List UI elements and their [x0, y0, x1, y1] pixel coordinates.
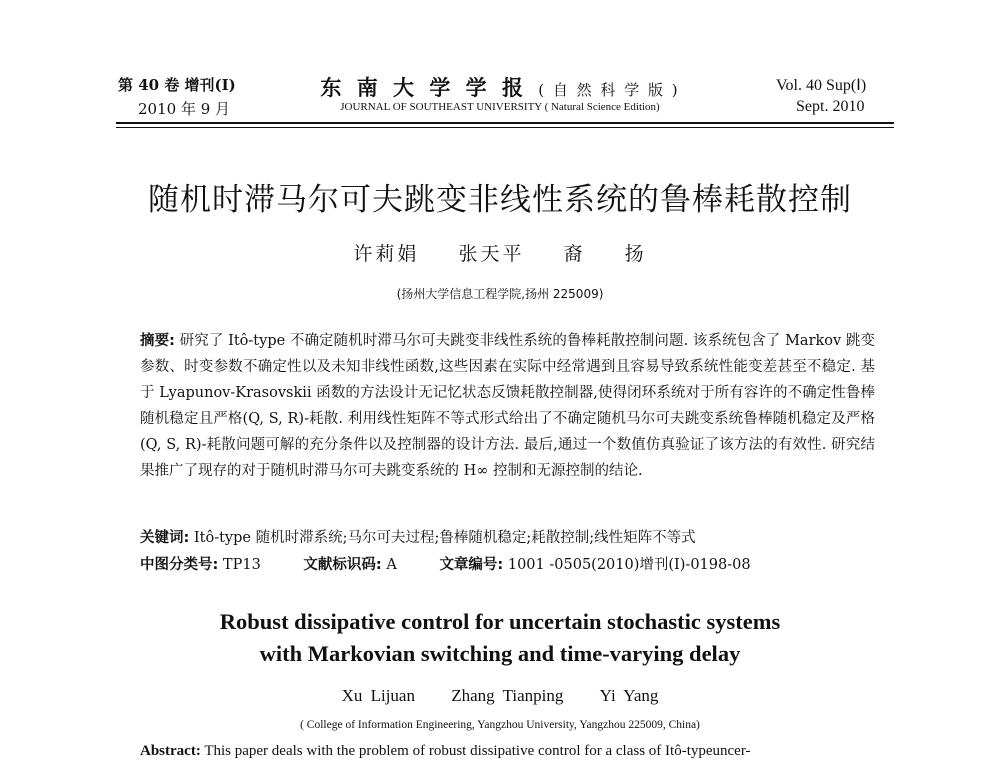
affiliation-en: ( College of Information Engineering, Yangzhou University, Yangzhou 225009, China) — [300, 719, 700, 731]
author-cn: 许莉娟 — [353, 243, 420, 265]
journal-title-cn: 东 南 大 学 学 报 — [320, 75, 527, 100]
header-rule-thin — [116, 127, 894, 128]
abstract-text-cn: 研究了 Itô-type 不确定随机时滞马尔可夫跳变非线性系统的鲁棒耗散控制问题. 该系统包含了 Markov 跳变参数、时变参数不确定性以及未知非线性函数,这些因素在实际中经常遇到且容易导致系统性能变差甚至不稳定. 基于 Lyapunov-Krasovskii 函数的方法设计无记忆状态反馈耗散控制器,使得闭环系统对于所有容许的不确定性鲁棒随机稳定且严格(Q, S, R)-耗散. 利用线性矩阵不等式形式给出了不确定随机马尔可夫跳变系统鲁棒随机稳定及严格(Q, S, R)-耗散问题可解的充分条件以及控制器的设计方法. 最后,通过一个数值仿真验证了该方法的有效性. 研究结果推广了现存的对于随机时滞马尔可夫跳变系统的 H∞ 控制和无源控制的结论. — [140, 333, 875, 479]
abstract-cn — [140, 328, 875, 484]
author-en: Yi Yang — [599, 686, 659, 705]
class-value: TP13 — [222, 557, 261, 573]
author-en: Xu Lijuan — [341, 686, 415, 705]
article-no-label: 文章编号: — [439, 557, 504, 573]
keywords-text-cn: Itô-type 随机时滞系统;马尔可夫过程;鲁棒随机稳定;耗散控制;线性矩阵不等式 — [193, 530, 696, 546]
doc-code-label: 文献标识码: — [303, 557, 382, 573]
abstract-text-en: This paper deals with the problem of robust dissipative control for a class of Itô-typeuncer- — [204, 743, 751, 759]
author-en: Zhang Tianping — [451, 686, 564, 705]
affiliation-cn: (扬州大学信息工程学院,扬州 225009) — [396, 287, 604, 301]
header-volume-cn: 第 40 卷 增刊(Ⅰ) — [118, 76, 236, 94]
article-no-group — [439, 557, 750, 573]
class-group — [140, 557, 265, 573]
authors-cn — [0, 239, 1000, 266]
authors-en — [0, 686, 1000, 706]
journal-name-en: JOURNAL OF SOUTHEAST UNIVERSITY ( Natural Science Edition) — [340, 101, 660, 113]
article-no-value: 1001 -0505(2010)增刊(Ⅰ)-0198-08 — [507, 557, 751, 573]
class-label: 中图分类号: — [140, 557, 219, 573]
keywords-label-cn: 关键词: — [140, 530, 190, 546]
abstract-en — [140, 743, 880, 760]
paper-title-en — [0, 606, 1000, 670]
journal-edition-cn: ( 自 然 科 学 版 ) — [538, 81, 680, 99]
header-volume-en: Vol. 40 Sup(Ⅰ) — [776, 77, 867, 94]
abstract-label-en: Abstract: — [140, 743, 201, 759]
header-date-cn: 2010 年 9 月 — [138, 100, 231, 118]
doc-code-group — [303, 557, 401, 573]
paper-title-en-line1: Robust dissipative control for uncertain stochastic systems — [219, 609, 781, 634]
classification-line — [140, 553, 751, 574]
author-cn: 裔 扬 — [563, 243, 647, 265]
author-cn: 张天平 — [458, 243, 525, 265]
doc-code-value: A — [386, 557, 397, 573]
paper-title-en-line2: with Markovian switching and time-varying delay — [259, 641, 741, 666]
abstract-label-cn: 摘要: — [140, 333, 175, 349]
header-date-en: Sept. 2010 — [796, 98, 865, 115]
keywords-cn — [140, 526, 696, 547]
paper-title-cn: 随机时滞马尔可夫跳变非线性系统的鲁棒耗散控制 — [148, 182, 852, 218]
header-rule-thick — [116, 122, 894, 124]
